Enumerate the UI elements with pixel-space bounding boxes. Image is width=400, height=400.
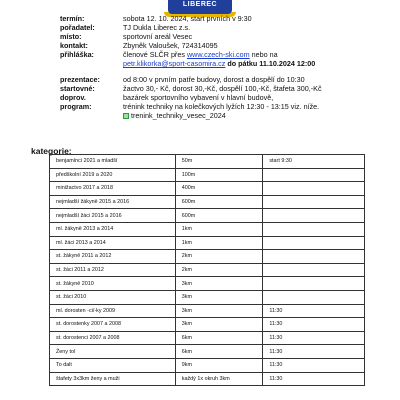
category-cell: nejmladší žákyně 2015 a 2016 bbox=[50, 195, 176, 209]
prihlasky-line2 bbox=[123, 59, 315, 68]
prezentace-label: prezentace: bbox=[60, 75, 100, 84]
distance-cell: 2km bbox=[175, 250, 263, 264]
distance-cell: 1km bbox=[175, 236, 263, 250]
start-time-cell bbox=[263, 250, 365, 264]
start-time-cell bbox=[263, 236, 365, 250]
poradatel-label: pořadatel: bbox=[60, 23, 95, 32]
misto-value: sportovní areál Vesec bbox=[123, 32, 193, 41]
category-cell: ml. dorosten -ci/-ky 2009 bbox=[50, 304, 176, 318]
start-time-cell bbox=[263, 290, 365, 304]
table-row bbox=[50, 345, 365, 359]
start-time-cell bbox=[263, 209, 365, 223]
category-cell: předškolní 2019 a 2020 bbox=[50, 168, 176, 182]
start-time-cell bbox=[263, 195, 365, 209]
club-badge-text: LIBEREC bbox=[182, 1, 218, 8]
distance-cell: 1km bbox=[175, 222, 263, 236]
category-cell: st. dorostenci 2007 a 2008 bbox=[50, 331, 176, 345]
category-cell: st. žáci 2011 a 2012 bbox=[50, 263, 176, 277]
program-attachment[interactable] bbox=[123, 111, 226, 120]
table-row bbox=[50, 304, 365, 318]
start-time-cell bbox=[263, 263, 365, 277]
kategorie-title: kategorie: bbox=[31, 146, 72, 156]
distance-cell: 6km bbox=[175, 331, 263, 345]
prihlasky-text-a: členové SLČR přes bbox=[123, 50, 185, 59]
table-row bbox=[50, 236, 365, 250]
prezentace-value: od 8:00 v prvním patře budovy, dorost a dospělí do 10:30 bbox=[123, 75, 305, 84]
distance-cell: 2km bbox=[175, 263, 263, 277]
prihlasky-line1 bbox=[123, 50, 278, 59]
czech-ski-link[interactable]: www.czech-ski.com bbox=[186, 50, 250, 59]
club-badge bbox=[168, 0, 232, 14]
misto-label: místo: bbox=[60, 32, 82, 41]
table-row bbox=[50, 318, 365, 332]
distance-cell: 400m bbox=[175, 182, 263, 196]
start-time-cell: 11:30 bbox=[263, 304, 365, 318]
distance-cell: každý 1x okruh 3km bbox=[175, 372, 263, 386]
table-row bbox=[50, 155, 365, 169]
table-row bbox=[50, 263, 365, 277]
distance-cell: 3km bbox=[175, 277, 263, 291]
prihlasky-text-b: nebo na bbox=[251, 50, 278, 59]
table-row bbox=[50, 358, 365, 372]
start-time-cell: 11:30 bbox=[263, 345, 365, 359]
email-link[interactable]: petr.klikorka@sport-casomira.cz bbox=[123, 59, 226, 68]
start-time-cell bbox=[263, 222, 365, 236]
category-cell: ml. žáci 2013 a 2014 bbox=[50, 236, 176, 250]
termin-value: sobota 12. 10. 2024, start prvních v 9:30 bbox=[123, 14, 252, 23]
start-time-cell: 11:30 bbox=[263, 331, 365, 345]
table-row bbox=[50, 222, 365, 236]
file-icon bbox=[123, 113, 129, 119]
program-label: doprov. program: bbox=[60, 93, 92, 111]
distance-cell: 600m bbox=[175, 195, 263, 209]
table-row bbox=[50, 182, 365, 196]
category-cell: st. žákyně 2011 a 2012 bbox=[50, 250, 176, 264]
start-time-cell bbox=[263, 168, 365, 182]
distance-cell: 9km bbox=[175, 358, 263, 372]
table-row bbox=[50, 290, 365, 304]
table-row bbox=[50, 168, 365, 182]
category-cell: ml. žákyně 2013 a 2014 bbox=[50, 222, 176, 236]
program-line1: bazárek sportovního vybavení v hlavní budově, bbox=[123, 93, 274, 102]
category-cell: st. žákyně 2010 bbox=[50, 277, 176, 291]
category-cell: st. žáci 2010 bbox=[50, 290, 176, 304]
start-time-cell: 11:30 bbox=[263, 358, 365, 372]
program-line2: trénink techniky na kolečkových lyžích 12:30 - 13:15 viz. níže. bbox=[123, 102, 320, 111]
start-time-cell: start 9:30 bbox=[263, 155, 365, 169]
table-row bbox=[50, 209, 365, 223]
table-row bbox=[50, 331, 365, 345]
category-cell: štafety 3x3km ženy a muži bbox=[50, 372, 176, 386]
startovne-value: žactvo 30,- Kč, dorost 30,-Kč, dospělí 100,-Kč, štafeta 300,-Kč bbox=[123, 84, 322, 93]
category-cell: Ženy tol bbox=[50, 345, 176, 359]
category-cell: nejmladší žáci 2015 a 2016 bbox=[50, 209, 176, 223]
start-time-cell: 11:30 bbox=[263, 372, 365, 386]
kategorie-table bbox=[49, 154, 365, 386]
table-row bbox=[50, 372, 365, 386]
poradatel-value: TJ Dukla Liberec z.s. bbox=[123, 23, 191, 32]
prihlasky-label: přihláška: bbox=[60, 50, 94, 59]
prihlasky-deadline: do pátku 11.10.2024 12:00 bbox=[227, 59, 316, 68]
kontakt-label: kontakt: bbox=[60, 41, 88, 50]
startovne-label: startovné: bbox=[60, 84, 95, 93]
program-attachment-label: trenink_techniky_vesec_2024 bbox=[131, 111, 226, 120]
table-row bbox=[50, 195, 365, 209]
start-time-cell bbox=[263, 182, 365, 196]
start-time-cell: 11:30 bbox=[263, 318, 365, 332]
category-cell: benjamínci 2021 a mladší bbox=[50, 155, 176, 169]
distance-cell: 600m bbox=[175, 209, 263, 223]
termin-label: termín: bbox=[60, 14, 85, 23]
distance-cell: 3km bbox=[175, 318, 263, 332]
distance-cell: 6km bbox=[175, 345, 263, 359]
distance-cell: 50m bbox=[175, 155, 263, 169]
distance-cell: 3km bbox=[175, 290, 263, 304]
category-cell: st. dorostenky 2007 a 2008 bbox=[50, 318, 176, 332]
distance-cell: 3km bbox=[175, 304, 263, 318]
category-cell: minižactvo 2017 a 2018 bbox=[50, 182, 176, 196]
distance-cell: 100m bbox=[175, 168, 263, 182]
table-row bbox=[50, 250, 365, 264]
start-time-cell bbox=[263, 277, 365, 291]
kontakt-value: Zbyněk Valoušek, 724314095 bbox=[123, 41, 218, 50]
category-cell: To dalt bbox=[50, 358, 176, 372]
table-row bbox=[50, 277, 365, 291]
